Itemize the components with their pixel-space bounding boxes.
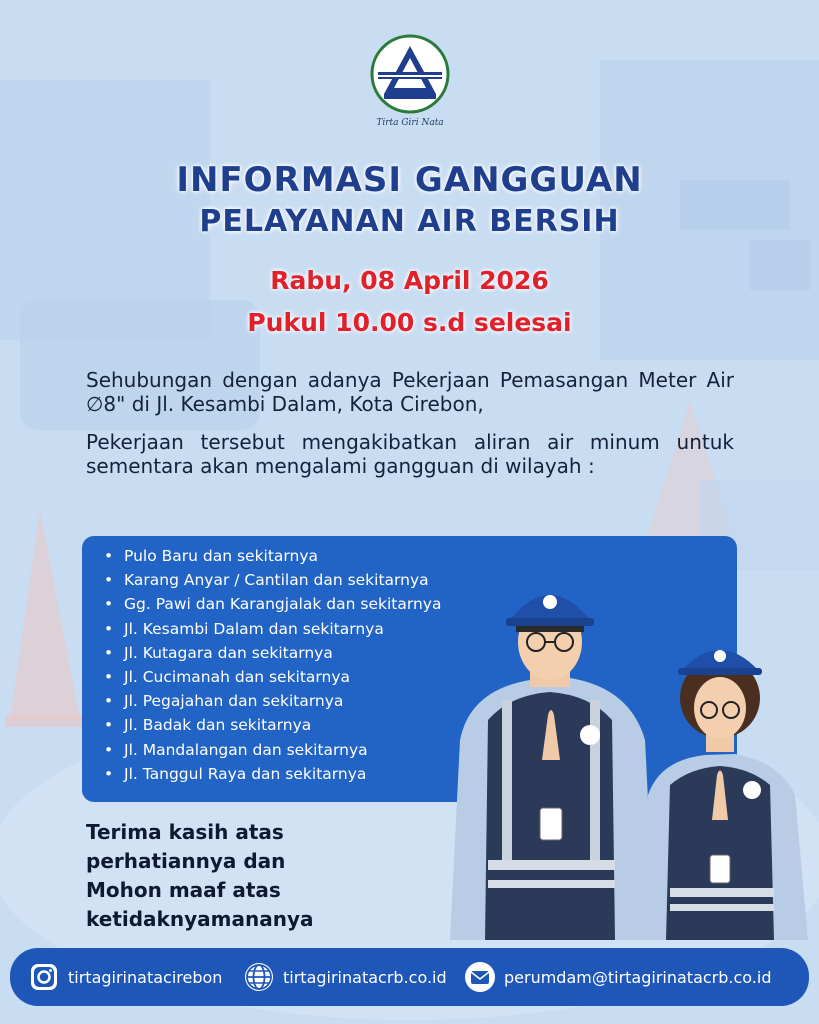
contact-footer [10,948,809,1006]
website-link[interactable] [243,948,447,1006]
list-item: • Jl. Tanggul Raya dan sekitarnya [104,762,441,786]
schedule-time: Pukul 10.00 s.d selesai [247,308,572,337]
company-logo [370,34,450,114]
email-address: perumdam@tirtagirinatacrb.co.id [504,967,772,987]
impact-paragraph: Pekerjaan tersebut mengakibatkan aliran air minum untuk sementara akan mengalami gangguan di wilayah : [86,430,734,478]
instagram-link[interactable] [28,948,222,1006]
workers-illustration [430,570,819,940]
list-item: • Jl. Cucimanah dan sekitarnya [104,665,441,689]
list-item: • Karang Anyar / Cantilan dan sekitarnya [104,568,441,592]
closing-line: Terima kasih atas [86,820,284,844]
logo-caption: Tirta Giri Nata [376,118,444,128]
list-item: • Gg. Pawi dan Karangjalak dan sekitarnya [104,592,441,616]
website-url: tirtagirinatacrb.co.id [283,967,447,987]
intro-paragraph: Sehubungan dengan adanya Pekerjaan Pemasangan Meter Air ∅8" di Jl. Kesambi Dalam, Kota Cirebon, [86,368,734,416]
closing-message [86,818,313,934]
list-item: • Pulo Baru dan sekitarnya [104,544,441,568]
instagram-icon [28,961,60,993]
globe-icon [243,961,275,993]
instagram-handle: tirtagirinatacirebon [68,967,223,987]
affected-areas-list [104,544,441,786]
list-item: • Jl. Badak dan sekitarnya [104,713,441,737]
list-item: • Jl. Pegajahan dan sekitarnya [104,689,441,713]
list-item: • Jl. Kesambi Dalam dan sekitarnya [104,617,441,641]
page-title-line1: INFORMASI GANGGUAN [176,160,643,200]
closing-line: ketidaknyamananya [86,907,314,931]
page-title-line2: PELAYANAN AIR BERSIH [199,204,620,239]
female-worker-figure [640,650,808,940]
email-link[interactable] [464,948,771,1006]
list-item: • Jl. Mandalangan dan sekitarnya [104,738,441,762]
male-worker-figure [450,595,655,940]
schedule-date: Rabu, 08 April 2026 [270,266,549,295]
closing-line: Mohon maaf atas [86,878,281,902]
mail-icon [464,961,496,993]
closing-line: perhatiannya dan [86,849,286,873]
list-item: • Jl. Kutagara dan sekitarnya [104,641,441,665]
